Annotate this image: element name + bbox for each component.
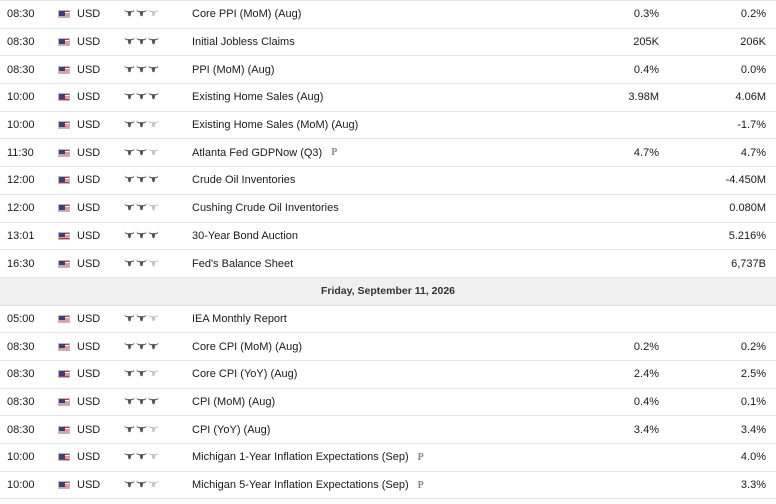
currency-code: USD <box>77 451 101 464</box>
us-flag-icon <box>58 444 70 471</box>
bull-icon <box>136 479 147 491</box>
event-row[interactable] <box>0 250 776 278</box>
currency-code: USD <box>77 479 101 492</box>
bull-icon <box>136 258 147 270</box>
bull-icon <box>124 91 135 103</box>
us-flag-icon-graphic <box>58 370 70 378</box>
event-name-cell[interactable] <box>192 1 301 28</box>
event-name[interactable]: Initial Jobless Claims <box>192 36 295 49</box>
event-row[interactable] <box>0 416 776 444</box>
event-name-cell[interactable] <box>192 195 339 222</box>
currency-code: USD <box>77 202 101 215</box>
event-name-cell[interactable] <box>192 29 295 56</box>
bull-icon <box>124 313 135 325</box>
us-flag-icon <box>58 167 70 194</box>
impact-rating <box>124 112 159 139</box>
event-time: 08:30 <box>7 36 35 49</box>
event-row[interactable] <box>0 306 776 334</box>
currency-code: USD <box>77 91 101 104</box>
actual-value: 206K <box>740 36 766 49</box>
event-name-cell[interactable] <box>192 167 295 194</box>
impact-rating <box>124 250 159 277</box>
us-flag-icon-graphic <box>58 343 70 351</box>
bull-icon <box>148 451 159 463</box>
event-name[interactable]: PPI (MoM) (Aug) <box>192 63 275 76</box>
bull-icon <box>124 396 135 408</box>
us-flag-icon <box>58 139 70 166</box>
event-row[interactable] <box>0 29 776 57</box>
actual-value: 4.06M <box>735 91 766 104</box>
event-time: 08:30 <box>7 340 35 353</box>
bull-icon <box>124 258 135 270</box>
bull-icon <box>136 147 147 159</box>
bull-icon <box>148 424 159 436</box>
bull-icon <box>136 313 147 325</box>
event-time: 10:00 <box>7 91 35 104</box>
event-name-cell[interactable] <box>192 389 275 416</box>
event-name[interactable]: Michigan 5-Year Inflation Expectations (Sep) <box>192 479 409 492</box>
event-name[interactable]: Michigan 1-Year Inflation Expectations (Sep) <box>192 451 409 464</box>
currency-code: USD <box>77 340 101 353</box>
us-flag-icon-graphic <box>58 10 70 18</box>
impact-rating <box>124 223 159 250</box>
event-row[interactable] <box>0 167 776 195</box>
us-flag-icon <box>58 250 70 277</box>
impact-rating <box>124 167 159 194</box>
bull-icon <box>124 8 135 20</box>
bull-icon <box>148 91 159 103</box>
actual-value: 3.4% <box>740 423 766 436</box>
currency-code: USD <box>77 312 101 325</box>
bull-icon <box>124 479 135 491</box>
event-time: 10:00 <box>7 479 35 492</box>
impact-rating <box>124 1 159 28</box>
currency-code: USD <box>77 423 101 436</box>
event-time: 13:01 <box>7 229 35 242</box>
bull-icon <box>136 36 147 48</box>
currency-code: USD <box>77 8 101 21</box>
impact-rating <box>124 333 159 360</box>
actual-value <box>600 306 766 333</box>
event-name-cell[interactable] <box>192 139 337 166</box>
bull-icon <box>136 119 147 131</box>
bull-icon <box>148 258 159 270</box>
actual-value: -1.7% <box>737 119 766 132</box>
event-row[interactable] <box>0 444 776 472</box>
currency-code: USD <box>77 119 101 132</box>
event-name[interactable]: Atlanta Fed GDPNow (Q3) <box>192 146 323 159</box>
us-flag-icon-graphic <box>58 66 70 74</box>
impact-rating <box>124 56 159 83</box>
us-flag-icon-graphic <box>58 121 70 129</box>
event-name-cell[interactable] <box>192 56 275 83</box>
actual-value: 0.2% <box>740 340 766 353</box>
bull-icon <box>136 91 147 103</box>
actual-value: 4.0% <box>740 451 766 464</box>
event-time: 08:30 <box>7 395 35 408</box>
event-name[interactable]: IEA Monthly Report <box>192 312 287 325</box>
bull-icon <box>148 174 159 186</box>
actual-value: 0.2% <box>740 8 766 21</box>
event-row[interactable] <box>0 195 776 223</box>
event-time: 08:30 <box>7 8 35 21</box>
currency-code: USD <box>77 63 101 76</box>
event-name-cell[interactable] <box>192 250 293 277</box>
us-flag-icon <box>58 389 70 416</box>
event-name-cell[interactable] <box>192 361 297 388</box>
forecast-value: 0.4% <box>633 395 659 408</box>
forecast-value: 2.4% <box>633 368 659 381</box>
event-time: 10:00 <box>7 119 35 132</box>
event-name[interactable]: Crude Oil Inventories <box>192 174 296 187</box>
event-row[interactable] <box>0 333 776 361</box>
event-time: 11:30 <box>7 146 34 159</box>
bull-icon <box>136 230 147 242</box>
bull-icon <box>148 341 159 353</box>
us-flag-icon-graphic <box>58 426 70 434</box>
event-name-cell[interactable] <box>192 444 424 471</box>
bull-icon <box>124 174 135 186</box>
event-name[interactable]: Core CPI (MoM) (Aug) <box>192 340 303 353</box>
bull-icon <box>136 424 147 436</box>
event-name-cell[interactable] <box>192 472 424 499</box>
us-flag-icon <box>58 195 70 222</box>
event-name[interactable]: CPI (YoY) (Aug) <box>192 423 271 436</box>
bull-icon <box>124 341 135 353</box>
bull-icon <box>148 147 159 159</box>
event-row[interactable] <box>0 1 776 29</box>
currency-code: USD <box>77 174 101 187</box>
actual-value: 2.5% <box>740 368 766 381</box>
event-row[interactable] <box>0 361 776 389</box>
us-flag-icon <box>58 416 70 443</box>
us-flag-icon <box>58 223 70 250</box>
bull-icon <box>148 36 159 48</box>
bull-icon <box>148 119 159 131</box>
event-row[interactable] <box>0 139 776 167</box>
event-row[interactable] <box>0 472 776 500</box>
event-time: 16:30 <box>7 257 35 270</box>
actual-value: 0.0% <box>740 63 766 76</box>
bull-icon <box>124 451 135 463</box>
impact-rating <box>124 472 159 499</box>
event-time: 08:30 <box>7 368 35 381</box>
day-header-label: Friday, September 11, 2026 <box>320 285 456 298</box>
event-row[interactable] <box>0 389 776 417</box>
us-flag-icon-graphic <box>58 38 70 46</box>
event-name-cell[interactable] <box>192 112 358 139</box>
preliminary-badge: P <box>417 451 424 463</box>
preliminary-badge: P <box>417 479 424 491</box>
bull-icon <box>148 368 159 380</box>
us-flag-icon <box>58 84 70 111</box>
us-flag-icon-graphic <box>58 481 70 489</box>
bull-icon <box>148 313 159 325</box>
us-flag-icon <box>58 333 70 360</box>
currency-code: USD <box>77 229 101 242</box>
forecast-value: 3.4% <box>633 423 659 436</box>
event-row[interactable] <box>0 56 776 84</box>
day-header <box>0 278 776 306</box>
bull-icon <box>124 147 135 159</box>
bull-icon <box>136 8 147 20</box>
event-name[interactable]: Core PPI (MoM) (Aug) <box>192 8 302 21</box>
event-time: 10:00 <box>7 451 35 464</box>
bull-icon <box>124 368 135 380</box>
forecast-value: 205K <box>633 36 659 49</box>
event-time: 05:00 <box>7 312 35 325</box>
us-flag-icon <box>58 56 70 83</box>
event-name[interactable]: Fed's Balance Sheet <box>192 257 294 270</box>
bull-icon <box>136 174 147 186</box>
impact-rating <box>124 306 159 333</box>
event-name[interactable]: 30-Year Bond Auction <box>192 229 299 242</box>
us-flag-icon-graphic <box>58 176 70 184</box>
bull-icon <box>136 341 147 353</box>
impact-rating <box>124 389 159 416</box>
forecast-value: 4.7% <box>633 146 659 159</box>
impact-rating <box>124 416 159 443</box>
event-time: 12:00 <box>7 202 35 215</box>
us-flag-icon-graphic <box>58 149 70 157</box>
us-flag-icon <box>58 29 70 56</box>
actual-value: 3.3% <box>740 479 766 492</box>
bull-icon <box>136 396 147 408</box>
bull-icon <box>124 202 135 214</box>
event-row[interactable] <box>0 84 776 112</box>
impact-rating <box>124 29 159 56</box>
bull-icon <box>124 64 135 76</box>
bull-icon <box>136 64 147 76</box>
bull-icon <box>124 424 135 436</box>
forecast-value: 3.98M <box>628 91 659 104</box>
bull-icon <box>148 396 159 408</box>
us-flag-icon <box>58 112 70 139</box>
bull-icon <box>124 119 135 131</box>
event-name-cell[interactable] <box>192 333 302 360</box>
impact-rating <box>124 84 159 111</box>
currency-code: USD <box>77 146 101 159</box>
bull-icon <box>124 230 135 242</box>
event-name-cell[interactable] <box>192 223 298 250</box>
actual-value: 5.216% <box>728 229 766 242</box>
us-flag-icon <box>58 472 70 499</box>
bull-icon <box>124 36 135 48</box>
bull-icon <box>136 368 147 380</box>
bull-icon <box>148 479 159 491</box>
impact-rating <box>124 444 159 471</box>
bull-icon <box>148 202 159 214</box>
event-time: 08:30 <box>7 423 35 436</box>
forecast-value: 0.4% <box>633 63 659 76</box>
us-flag-icon <box>58 306 70 333</box>
us-flag-icon-graphic <box>58 232 70 240</box>
event-name[interactable]: CPI (MoM) (Aug) <box>192 395 276 408</box>
event-name-cell[interactable] <box>192 416 270 443</box>
actual-value: 0.080M <box>729 202 766 215</box>
us-flag-icon-graphic <box>58 260 70 268</box>
bull-icon <box>136 202 147 214</box>
event-name[interactable]: Existing Home Sales (Aug) <box>192 91 324 104</box>
event-time: 12:00 <box>7 174 35 187</box>
actual-value: 6,737B <box>731 257 766 270</box>
currency-code: USD <box>77 36 101 49</box>
bull-icon <box>148 230 159 242</box>
us-flag-icon-graphic <box>58 93 70 101</box>
us-flag-icon <box>58 1 70 28</box>
currency-code: USD <box>77 257 101 270</box>
us-flag-icon <box>58 361 70 388</box>
impact-rating <box>124 361 159 388</box>
forecast-value: 0.3% <box>633 8 659 21</box>
us-flag-icon-graphic <box>58 398 70 406</box>
impact-rating <box>124 195 159 222</box>
event-row[interactable] <box>0 223 776 251</box>
forecast-value: 0.2% <box>633 340 659 353</box>
actual-value: -4.450M <box>725 174 766 187</box>
preliminary-badge: P <box>331 147 338 159</box>
bull-icon <box>148 64 159 76</box>
event-name[interactable]: Existing Home Sales (MoM) (Aug) <box>192 119 359 132</box>
actual-value: 0.1% <box>740 395 766 408</box>
currency-code: USD <box>77 368 101 381</box>
actual-value: 4.7% <box>740 146 766 159</box>
currency-code: USD <box>77 395 101 408</box>
event-name[interactable]: Cushing Crude Oil Inventories <box>192 202 339 215</box>
us-flag-icon-graphic <box>58 315 70 323</box>
event-name[interactable]: Core CPI (YoY) (Aug) <box>192 368 298 381</box>
us-flag-icon-graphic <box>58 204 70 212</box>
event-time: 08:30 <box>7 63 35 76</box>
event-row[interactable] <box>0 112 776 140</box>
bull-icon <box>136 451 147 463</box>
event-name-cell[interactable] <box>192 84 323 111</box>
us-flag-icon-graphic <box>58 453 70 461</box>
bull-icon <box>148 8 159 20</box>
impact-rating <box>124 139 159 166</box>
event-name-cell[interactable] <box>192 306 287 333</box>
